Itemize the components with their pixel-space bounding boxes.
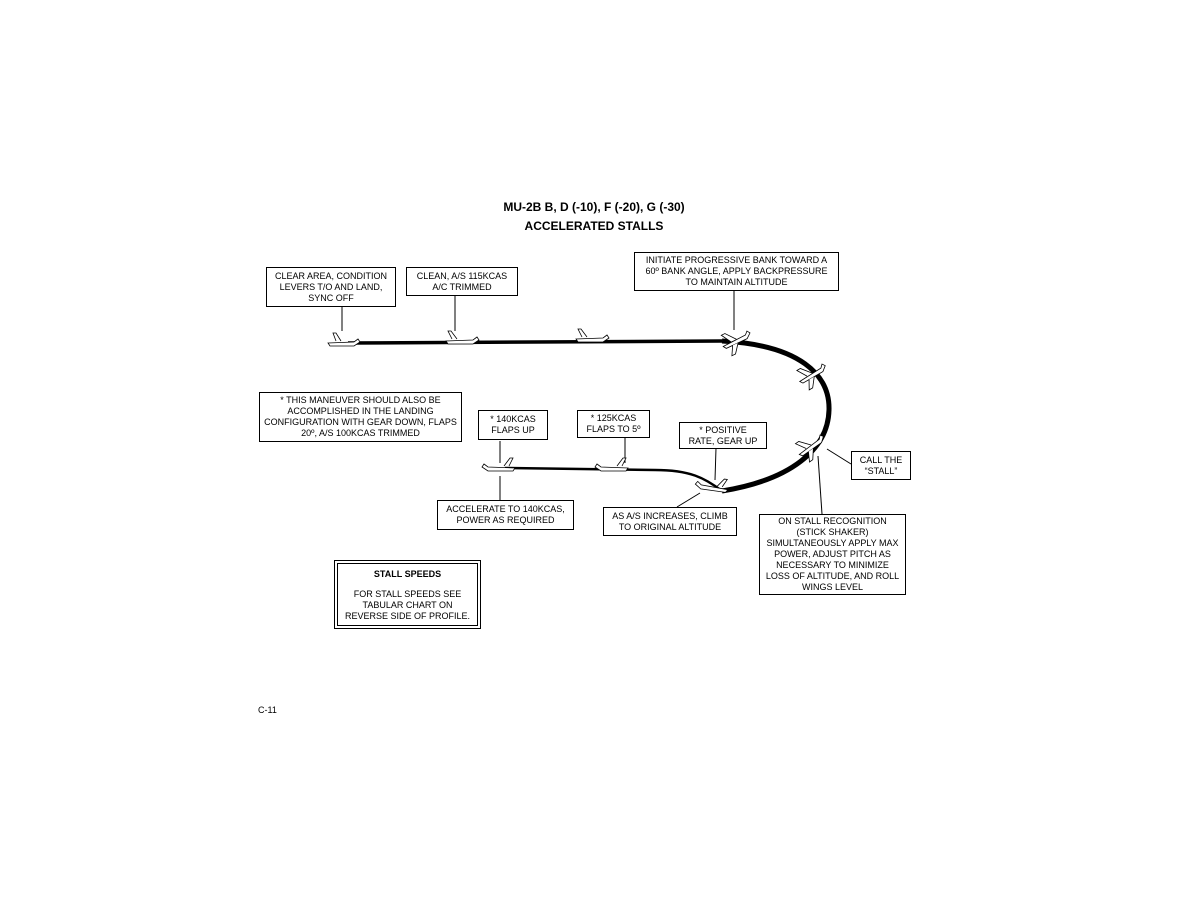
clear-area-box: CLEAR AREA, CONDITION LEVERS T/O AND LAND, SYNC OFF xyxy=(266,267,396,307)
stall-speeds-inner: STALL SPEEDS FOR STALL SPEEDS SEE TABULAR CHART ON REVERSE SIDE OF PROFILE. xyxy=(337,563,478,626)
flight-path-turn xyxy=(722,341,829,491)
aircraft-icon xyxy=(446,331,479,344)
stall-recognition-box: ON STALL RECOGNITION (STICK SHAKER) SIMULTANEOUSLY APPLY MAX POWER, ADJUST PITCH AS NECESSARY TO MINIMIZE LOSS OF ALTITUDE, AND ROLL WINGS LEVEL xyxy=(759,514,906,595)
accelerate-box: ACCELERATE TO 140KCAS, POWER AS REQUIRED xyxy=(437,500,574,530)
diagram-title: MU-2B B, D (-10), F (-20), G (-30) xyxy=(503,200,685,214)
clean-trimmed-box: CLEAN, A/S 115KCAS A/C TRIMMED xyxy=(406,267,518,296)
call-stall-box: CALL THE “STALL” xyxy=(851,451,911,480)
flight-path-upper xyxy=(348,341,722,343)
stall-speeds-heading: STALL SPEEDS xyxy=(373,569,442,579)
aircraft-icon xyxy=(328,333,360,346)
flaps-five-box: * 125KCAS FLAPS TO 5º xyxy=(577,410,650,438)
aircraft-icon xyxy=(595,458,628,471)
aircraft-icon xyxy=(576,329,609,342)
flaps-up-box: * 140KCAS FLAPS UP xyxy=(478,410,548,440)
initiate-bank-box: INITIATE PROGRESSIVE BANK TOWARD A 60º BANK ANGLE, APPLY BACKPRESSURE TO MAINTAIN ALTITUDE xyxy=(634,252,839,291)
flight-path-lower xyxy=(505,468,722,491)
climb-box: AS A/S INCREASES, CLIMB TO ORIGINAL ALTITUDE xyxy=(603,507,737,536)
positive-rate-box: * POSITIVE RATE, GEAR UP xyxy=(679,422,767,449)
stall-speeds-box xyxy=(334,560,481,629)
landing-configuration-note: * THIS MANEUVER SHOULD ALSO BE ACCOMPLISHED IN THE LANDING CONFIGURATION WITH GEAR DOWN, FLAPS 20º, A/S 100KCAS TRIMMED xyxy=(259,392,462,442)
page-number: C-11 xyxy=(258,705,277,715)
aircraft-icon xyxy=(482,458,515,471)
diagram-subtitle: ACCELERATED STALLS xyxy=(524,219,664,233)
